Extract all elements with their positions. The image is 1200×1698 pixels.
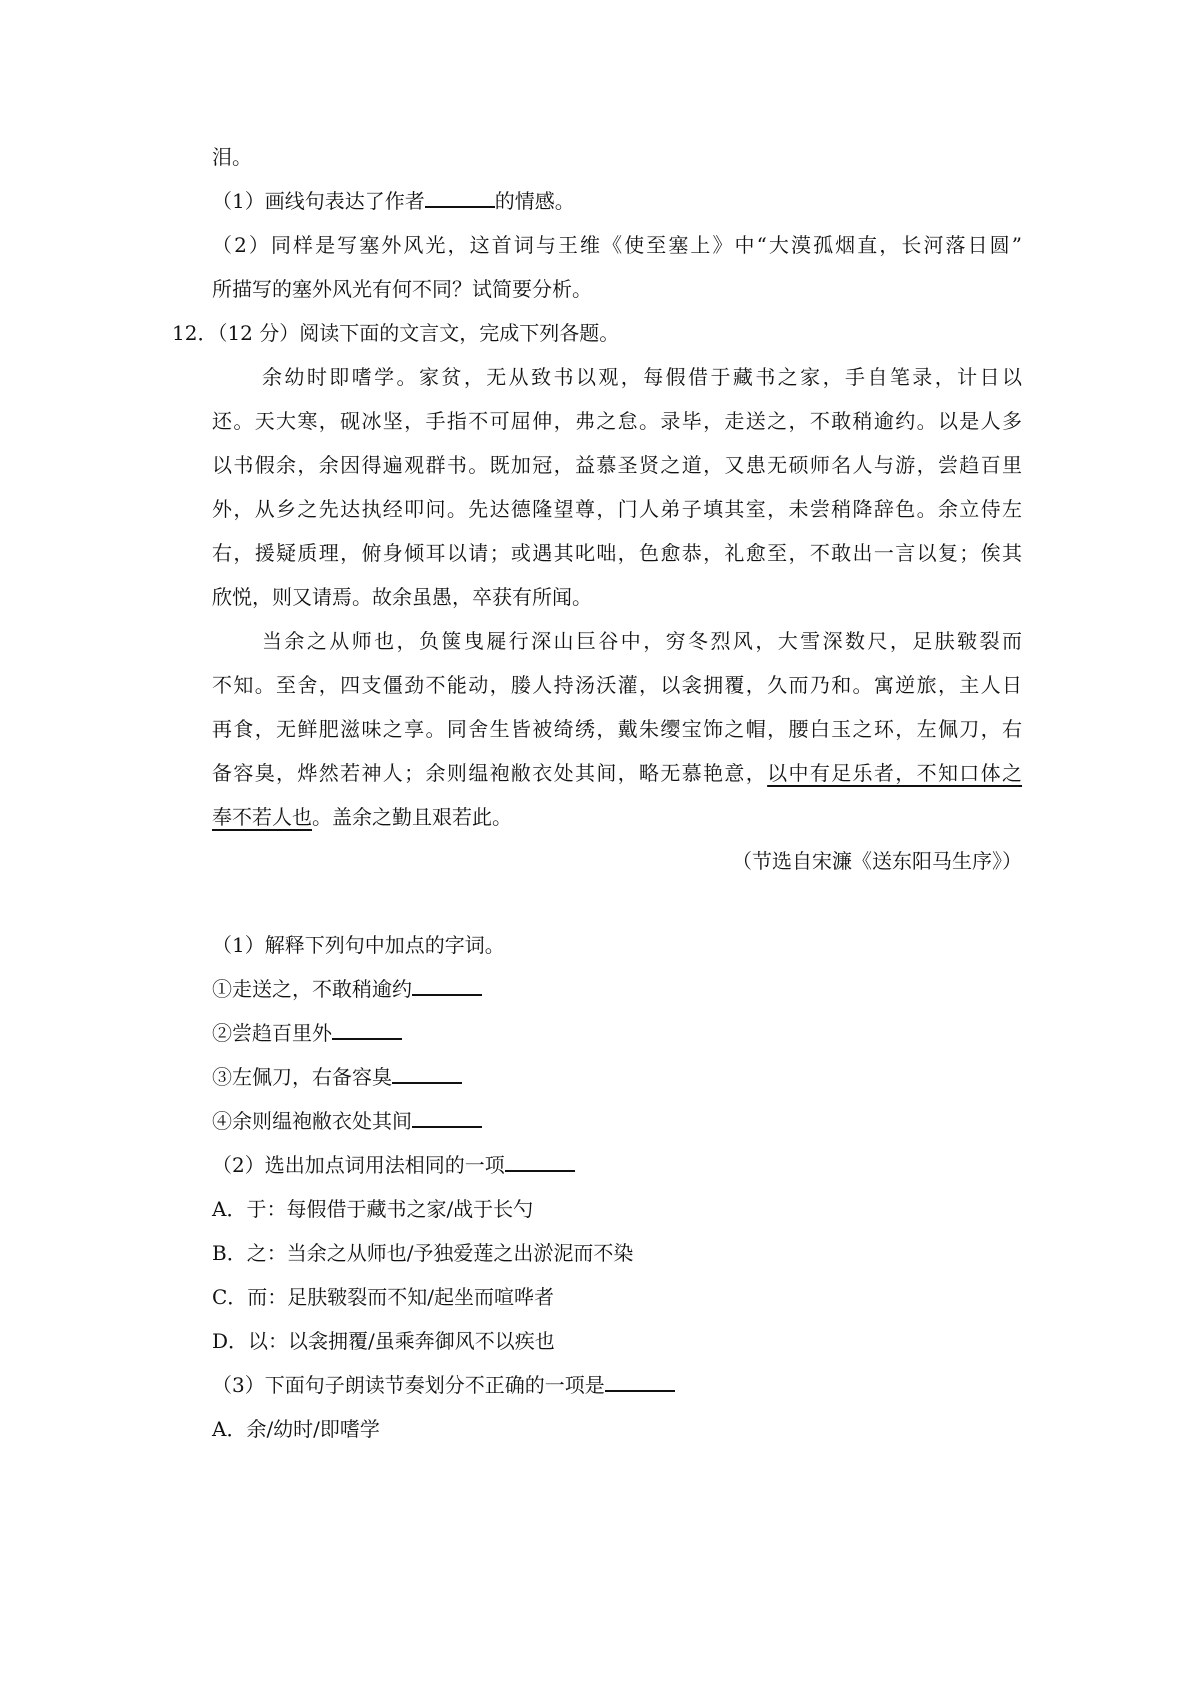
passage-line: 余幼时即嗜学。家贫，无从致书以观，每假借于藏书之家，手自笔录，计日以 (262, 365, 1022, 389)
passage-line: 备容臭，烨然若神人；余则缊袍敝衣处其间，略无慕艳意，以中有足乐者，不知口体之 (212, 761, 1023, 785)
q12-sub1-item: ①走送之，不敢稍逾约 (212, 974, 482, 1004)
underlined-sentence: 以中有足乐者，不知口体之 (767, 761, 1023, 785)
answer-blank (425, 188, 495, 208)
option-a: A．余/幼时/即嗜学 (212, 1417, 380, 1441)
passage-line: 再食，无鲜肥滋味之享。同舍生皆被绮绣，戴朱缨宝饰之帽，腰白玉之环，左佩刀，右 (212, 717, 1022, 741)
option-a: A．于：每假借于藏书之家/战于长勺 (212, 1197, 534, 1221)
passage-line: 欣悦，则又请焉。故余虽愚，卒获有所闻。 (212, 585, 592, 609)
q11-sub2-line1: （2）同样是写塞外风光，这首词与王维《使至塞上》中“大漠孤烟直，长河落日圆” (212, 233, 1022, 257)
answer-blank (412, 1108, 482, 1128)
answer-blank (392, 1064, 462, 1084)
passage-line: 以书假余，余因得遍观群书。既加冠，益慕圣贤之道，又患无硕师名人与游，尝趋百里 (212, 453, 1022, 477)
answer-blank (505, 1152, 575, 1172)
continuation-text: 泪。 (212, 145, 252, 169)
q12-sub1-item: ③左佩刀，右备容臭 (212, 1062, 462, 1092)
q12-header: 12．（12 分）阅读下面的文言文，完成下列各题。 (172, 321, 620, 345)
q12-sub3-prompt: （3）下面句子朗读节奏划分不正确的一项是 (212, 1370, 675, 1400)
underlined-sentence: 奉不若人也 (212, 805, 312, 829)
answer-blank (332, 1020, 402, 1040)
q12-sub1-item: ④余则缊袍敝衣处其间 (212, 1106, 482, 1136)
answer-blank (412, 976, 482, 996)
q12-sub1-item: ②尝趋百里外 (212, 1018, 402, 1048)
passage-line: 外，从乡之先达执经叩问。先达德隆望尊，门人弟子填其室，未尝稍降辞色。余立侍左 (212, 497, 1022, 521)
option-d: D．以：以衾拥覆/虽乘奔御风不以疾也 (212, 1329, 555, 1353)
passage-line: 右，援疑质理，俯身倾耳以请；或遇其叱咄，色愈恭，礼愈至，不敢出一言以复；俟其 (212, 541, 1022, 565)
passage-source: （节选自宋濂《送东阳马生序》） (732, 849, 1022, 873)
passage-line: 奉不若人也。盖余之勤且艰若此。 (212, 805, 512, 829)
passage-line: 不知。至舍，四支僵劲不能动，媵人持汤沃灌，以衾拥覆，久而乃和。寓逆旅，主人日 (212, 673, 1022, 697)
passage-line: 还。天大寒，砚冰坚，手指不可屈伸，弗之怠。录毕，走送之，不敢稍逾约。以是人多 (212, 409, 1022, 433)
q12-sub2-prompt: （2）选出加点词用法相同的一项 (212, 1150, 575, 1180)
q11-sub1: （1）画线句表达了作者 的情感。 (212, 189, 575, 213)
q11-sub2-line2: 所描写的塞外风光有何不同？试简要分析。 (212, 277, 592, 301)
answer-blank (605, 1372, 675, 1392)
q12-sub1-prompt: （1）解释下列句中加点的字词。 (212, 933, 505, 957)
option-b: B．之：当余之从师也/予独爱莲之出淤泥而不染 (212, 1241, 634, 1265)
option-c: C．而：足肤皲裂而不知/起坐而喧哗者 (212, 1285, 555, 1309)
passage-line: 当余之从师也，负箧曳屣行深山巨谷中，穷冬烈风，大雪深数尺，足肤皲裂而 (262, 629, 1022, 653)
